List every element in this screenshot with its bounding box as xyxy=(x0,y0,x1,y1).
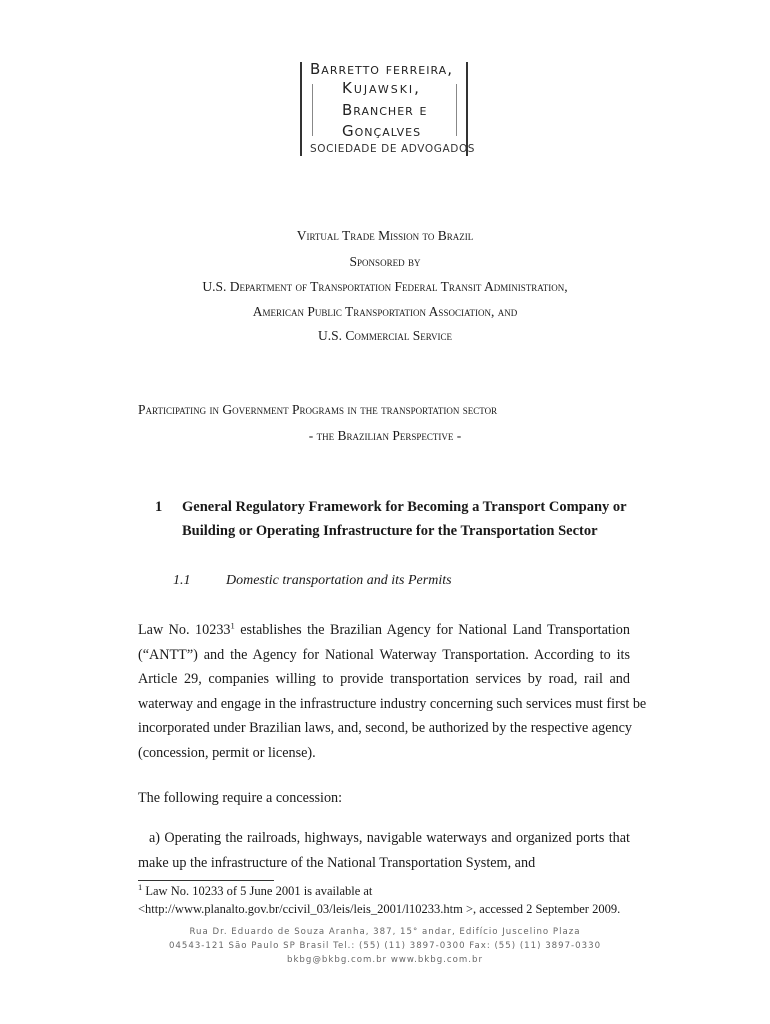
footer-address: Rua Dr. Eduardo de Souza Aranha, 387, 15° andar, Edifício Juscelino Plaza xyxy=(189,927,581,937)
paragraph-law xyxy=(138,618,647,766)
subsection-number: 1.1 xyxy=(173,573,191,588)
title-line-1: Virtual Trade Mission to Brazil xyxy=(296,228,474,243)
item-a-line-2: make up the infrastructure of the National Transportation System, and xyxy=(138,854,536,871)
paragraph-concession xyxy=(138,786,630,811)
item-a-line-1: a) Operating the railroads, highways, navigable waterways and organized ports that xyxy=(149,830,630,846)
logo-inner-right-bar xyxy=(456,84,457,136)
paragraph-line-5: incorporated under Brazilian laws, and, second, be authorized by the respective agency xyxy=(138,720,632,737)
logo-left-bar xyxy=(300,62,302,156)
footnote-text-1: Law No. 10233 of 5 June 2001 is available at xyxy=(142,884,373,898)
title-line-3: U.S. Department of Transportation Federal Transit Administration, xyxy=(202,279,568,294)
logo-right-bar xyxy=(466,62,468,156)
paragraph-line-1 xyxy=(138,618,630,643)
subsection-title: Domestic transportation and its Permits xyxy=(226,573,452,588)
footnote-line-2[interactable]: <http://www.planalto.gov.br/ccivil_03/leis/leis_2001/l10233.htm >, accessed 2 September 2009. xyxy=(138,902,621,916)
section-number: 1 xyxy=(155,499,163,515)
logo-inner-left-bar xyxy=(312,84,313,136)
logo-line-4: Gonçalves xyxy=(342,122,422,140)
section-heading-line-1: General Regulatory Framework for Becoming a Transport Company or xyxy=(182,499,627,515)
subject-line-1: Participating in Government Programs in the transportation sector xyxy=(138,402,498,417)
paragraph-2-text: The following require a concession: xyxy=(138,790,343,806)
section-heading-line-2: Building or Operating Infrastructure for the Transportation Sector xyxy=(182,523,598,539)
footnote-divider xyxy=(138,880,274,881)
footer-contact[interactable]: bkbg@bkbg.com.br www.bkbg.com.br xyxy=(287,955,483,965)
title-line-2: Sponsored by xyxy=(349,254,421,269)
footnote-number: 1 xyxy=(138,881,143,892)
paragraph-line-2: (“ANTT”) and the Agency for National Waterway Transportation. According to its xyxy=(138,646,630,663)
logo-line-5: SOCIEDADE DE ADVOGADOS xyxy=(310,143,476,155)
paragraph-line-3: Article 29, companies willing to provide transportation services by road, rail and xyxy=(138,671,630,688)
title-line-5: U.S. Commercial Service xyxy=(317,328,453,343)
paragraph-line-4: waterway and engage in the infrastructure industry concerning such services must first be xyxy=(138,695,647,712)
logo-line-3: Brancher e xyxy=(342,101,428,119)
title-line-4: American Public Transportation Association, and xyxy=(252,304,518,319)
subject-line-2: - the Brazilian Perspective - xyxy=(308,428,462,443)
firm-logo xyxy=(300,60,476,158)
footnote-line-1 xyxy=(138,881,373,899)
paragraph-line-6: (concession, permit or license). xyxy=(138,744,316,761)
paragraph-line-1-rest: establishes the Brazilian Agency for National Land Transportation xyxy=(234,622,630,638)
footnote-ref[interactable]: 1 xyxy=(230,620,235,631)
list-item-a xyxy=(138,826,630,875)
logo-line-1: Barretto ferreira, xyxy=(310,60,453,78)
logo-line-2: Kujawski, xyxy=(342,79,421,97)
footer-phone: 04543-121 São Paulo SP Brasil Tel.: (55) (11) 3897-0300 Fax: (55) (11) 3897-0330 xyxy=(168,941,602,951)
law-reference: Law No. 10233 xyxy=(138,622,231,638)
